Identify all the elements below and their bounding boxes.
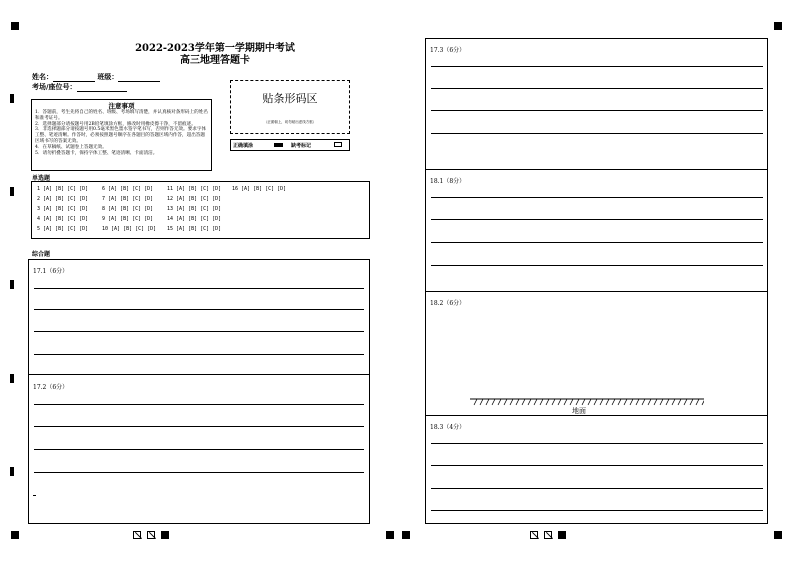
side-mark [10, 280, 14, 289]
hatch-mark [654, 399, 657, 405]
hatch-mark [504, 399, 507, 405]
hatch-mark [684, 399, 687, 405]
hatch-mark [522, 399, 525, 405]
answer-card-title: 高三地理答题卡 [180, 55, 250, 66]
exam-title: 2022-2023学年第一学期期中考试 [135, 43, 295, 54]
fill-legend [230, 139, 350, 151]
comprehensive-label: 综合题 [32, 251, 51, 258]
answer-line [34, 354, 364, 355]
choice-item[interactable]: 6 [A] [B] [C] [D] [102, 186, 154, 192]
question-17-3-title: 17.3（6分） [430, 47, 466, 54]
corner-mark-center-right [402, 531, 410, 539]
hatch-mark [672, 399, 675, 405]
hatch-mark [636, 399, 639, 405]
question-17-2-title: 17.2（6分） [33, 384, 69, 391]
answer-box-18-3[interactable] [425, 415, 768, 524]
choice-item[interactable]: 13 [A] [B] [C] [D] [167, 206, 222, 212]
choice-item[interactable]: 1 [A] [B] [C] [D] [37, 186, 89, 192]
choice-item[interactable]: 16 [A] [B] [C] [D] [232, 186, 287, 192]
hatch-mark [492, 399, 495, 405]
hatch-mark [534, 399, 537, 405]
single-choice-box [31, 181, 370, 239]
answer-line [431, 465, 763, 466]
hatch-mark [480, 399, 483, 405]
hatch-mark [546, 399, 549, 405]
choice-item[interactable]: 10 [A] [B] [C] [D] [102, 226, 157, 232]
answer-line [431, 510, 763, 511]
answer-line [34, 404, 364, 405]
hatch-mark [528, 399, 531, 405]
choice-item[interactable]: 4 [A] [B] [C] [D] [37, 216, 89, 222]
choice-item[interactable]: 5 [A] [B] [C] [D] [37, 226, 89, 232]
page-id-square [558, 531, 566, 539]
hatch-mark [570, 399, 573, 405]
answer-line [431, 88, 763, 89]
answer-line [431, 133, 763, 134]
hatch-mark [558, 399, 561, 405]
dash-mark [33, 495, 36, 496]
hatch-mark [666, 399, 669, 405]
answer-line [34, 288, 364, 289]
single-choice-label: 单选题 [32, 175, 51, 182]
notice-line: 5．请勿折叠答题卡，保持字体工整、笔迹清晰、卡面清洁。 [35, 150, 158, 156]
hatch-mark [690, 399, 693, 405]
answer-line [34, 331, 364, 332]
hatch-mark [516, 399, 519, 405]
side-mark [10, 374, 14, 383]
hatch-mark [588, 399, 591, 405]
question-18-2-title: 18.2（6分） [430, 300, 466, 307]
answer-line [431, 219, 763, 220]
hatch-mark [612, 399, 615, 405]
barcode-label: 贴条形码区 [262, 92, 318, 105]
correct-fill-label: 正确填涂 [233, 143, 254, 149]
hatch-mark [696, 399, 699, 405]
choice-item[interactable]: 8 [A] [B] [C] [D] [102, 206, 154, 212]
answer-line [431, 66, 763, 67]
room-field[interactable] [32, 82, 127, 92]
barcode-area [230, 80, 350, 134]
side-mark [10, 187, 14, 196]
side-mark [10, 94, 14, 103]
choice-item[interactable]: 7 [A] [B] [C] [D] [102, 196, 154, 202]
missing-mark-label: 缺考标记 [291, 143, 312, 149]
hatch-mark [660, 399, 663, 405]
hatch-mark [702, 399, 704, 405]
answer-line [34, 472, 364, 473]
hatch-mark [498, 399, 501, 405]
corner-mark-bottom-left [11, 531, 19, 539]
hatch-mark [540, 399, 543, 405]
notice-line: 1．答题前，考生先将自己的姓名、班级、考场填写清楚，并认真核对条形码上的姓名和准考证号。 [35, 110, 208, 121]
hatch-mark [576, 399, 579, 405]
page-id-square [147, 531, 155, 539]
class-label: 班级： [97, 73, 119, 81]
room-label: 考场/座位号： [32, 83, 77, 91]
side-mark [10, 467, 14, 476]
hatch-mark [594, 399, 597, 405]
hatch-mark [474, 399, 477, 405]
name-label: 姓名： [32, 73, 53, 81]
answer-box-18-1[interactable] [425, 169, 768, 292]
room-blank[interactable] [77, 84, 127, 92]
answer-line [431, 488, 763, 489]
hatch-mark [630, 399, 633, 405]
question-17-1-title: 17.1（6分） [33, 268, 69, 275]
class-blank[interactable] [118, 74, 160, 82]
correct-fill-sample [274, 143, 283, 147]
notice-line: 2．选择题部分请按题号用2B铅笔填涂方框，修改时用橡皮擦干净，不留痕迹。 [35, 121, 196, 127]
choice-item[interactable]: 11 [A] [B] [C] [D] [167, 186, 222, 192]
name-blank[interactable] [53, 74, 95, 82]
answer-line [34, 426, 364, 427]
hatch-mark [564, 399, 567, 405]
choice-item[interactable]: 12 [A] [B] [C] [D] [167, 196, 222, 202]
notice-line: 3．非选择题部分请按题号用0.5毫米黑色墨水签字笔书写，否则作答无效。要求字体工整、笔迹清晰。作答时，必须按照题号顺序在各题目的答题区域内作答，超出答题区域书写的答案无效。 [35, 127, 207, 144]
hatch-mark [486, 399, 489, 405]
hatch-mark [618, 399, 621, 405]
answer-line [431, 443, 763, 444]
choice-item[interactable]: 15 [A] [B] [C] [D] [167, 226, 222, 232]
name-field[interactable] [32, 72, 160, 82]
page-id-square [161, 531, 169, 539]
answer-box-17-3[interactable] [425, 38, 768, 170]
choice-item[interactable]: 3 [A] [B] [C] [D] [37, 206, 89, 212]
notice-body [32, 110, 211, 156]
corner-mark-bottom-right [774, 531, 782, 539]
ground-hatch [470, 398, 704, 406]
hatch-mark [678, 399, 681, 405]
choice-item[interactable]: 14 [A] [B] [C] [D] [167, 216, 222, 222]
answer-box-17-2[interactable] [28, 374, 370, 524]
hatch-mark [582, 399, 585, 405]
corner-mark-top-right [774, 22, 782, 30]
page-id-square [544, 531, 552, 539]
answer-box-17-1[interactable] [28, 259, 370, 375]
corner-mark-top-left [11, 22, 19, 30]
missing-mark-checkbox[interactable] [334, 142, 342, 147]
hatch-mark [624, 399, 627, 405]
notice-line: 4．在草稿纸、试题卷上答题无效。 [35, 144, 107, 150]
hatch-mark [642, 399, 645, 405]
answer-line [431, 242, 763, 243]
choice-item[interactable]: 2 [A] [B] [C] [D] [37, 196, 89, 202]
ground-label: 地面 [572, 407, 586, 415]
hatch-mark [552, 399, 555, 405]
question-18-1-title: 18.1（8分） [430, 178, 466, 185]
barcode-note: （正面朝上，切勿贴出虚线方框） [263, 120, 317, 124]
hatch-mark [510, 399, 513, 405]
question-18-3-title: 18.3（4分） [430, 424, 466, 431]
answer-line [34, 449, 364, 450]
answer-line [431, 265, 763, 266]
answer-line [431, 197, 763, 198]
page-id-square [133, 531, 141, 539]
answer-line [34, 309, 364, 310]
hatch-mark [600, 399, 603, 405]
notice-title: 注意事项 [108, 102, 135, 110]
corner-mark-center-left [386, 531, 394, 539]
hatch-mark [648, 399, 651, 405]
answer-line [431, 110, 763, 111]
choice-item[interactable]: 9 [A] [B] [C] [D] [102, 216, 154, 222]
page-id-square [530, 531, 538, 539]
notice-box [31, 99, 212, 171]
answer-box-18-2[interactable] [425, 291, 768, 416]
hatch-mark [606, 399, 609, 405]
